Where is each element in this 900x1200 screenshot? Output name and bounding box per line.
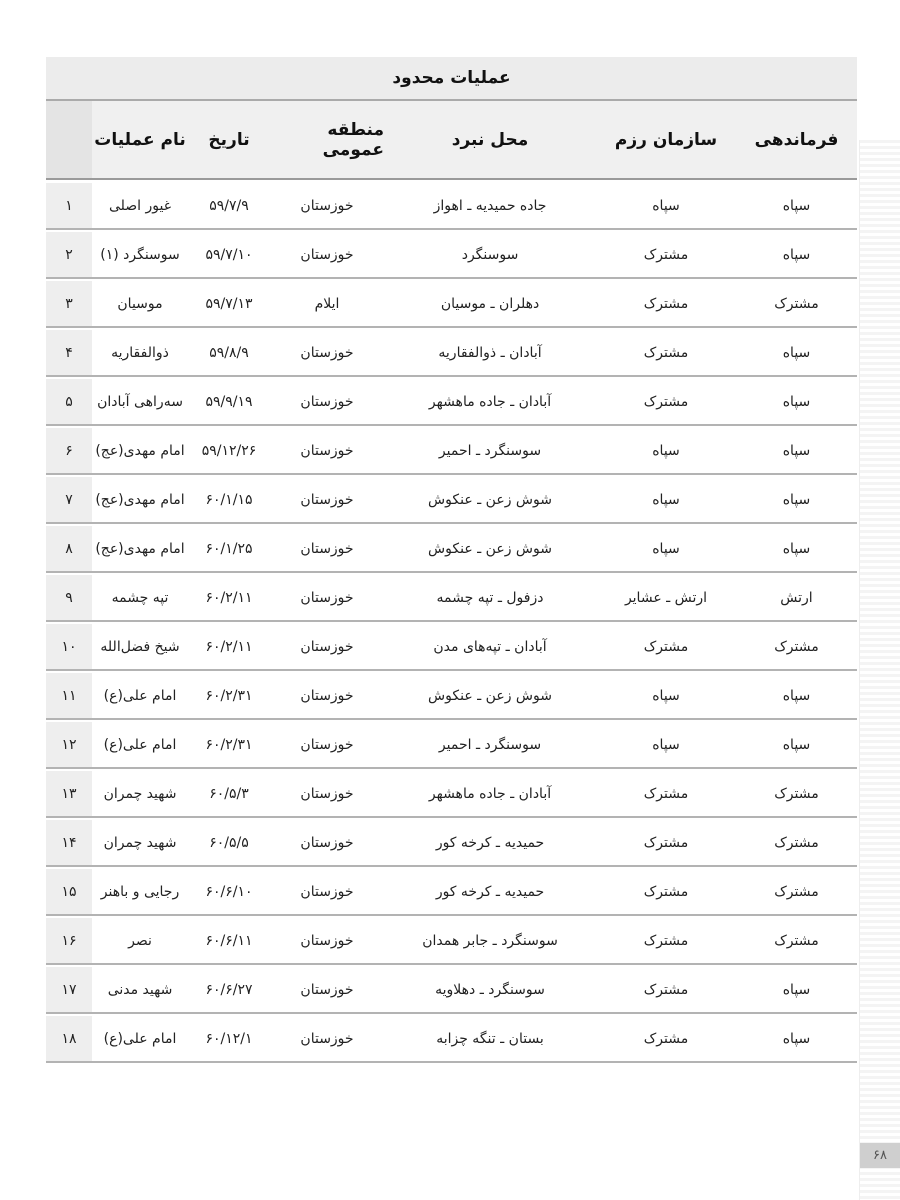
header-operation-name: نام عملیات <box>94 129 186 150</box>
operation-date-cell: ۵۹/۸/۹ <box>209 344 249 361</box>
operation-name-cell: تپه چشمه <box>111 589 169 606</box>
operation-date-cell: ۶۰/۶/۲۷ <box>205 981 253 998</box>
operation-name-cell: رجایی و باهنر <box>100 883 180 900</box>
operation-date-cell: ۵۹/۱۲/۲۶ <box>201 442 257 459</box>
command-cell: مشترک <box>774 638 819 655</box>
table-row <box>46 869 857 916</box>
operation-date-cell: ۶۰/۲/۱۱ <box>205 638 253 655</box>
operation-date-cell: ۶۰/۵/۵ <box>209 834 249 851</box>
table-row <box>46 477 857 524</box>
table-row <box>46 820 857 867</box>
row-number-cell: ۷ <box>46 477 92 522</box>
operation-name-cell: شهید چمران <box>103 785 177 802</box>
battle-location-cell: شوش زعن ـ عنکوش <box>428 687 552 704</box>
table-row <box>46 624 857 671</box>
combat-organization-cell: سپاه <box>652 736 680 753</box>
operation-region-cell: خوزستان <box>300 981 354 998</box>
row-number-cell: ۱۰ <box>46 624 92 669</box>
table-row <box>46 1016 857 1063</box>
battle-location-cell: شوش زعن ـ عنکوش <box>428 491 552 508</box>
battle-location-cell: سوسنگرد ـ جابر همدان <box>422 932 558 949</box>
command-cell: سپاه <box>782 442 811 459</box>
table-row <box>46 232 857 279</box>
row-number-cell: ۱ <box>46 183 92 228</box>
row-number-cell: ۱۸ <box>46 1016 92 1061</box>
battle-location-cell: بستان ـ تنگه چزابه <box>436 1030 544 1047</box>
operation-region-cell: خوزستان <box>300 687 354 704</box>
battle-location-cell: آبادان ـ ذوالفقاریه <box>438 344 542 361</box>
combat-organization-cell: سپاه <box>652 687 680 704</box>
battle-location-cell: شوش زعن ـ عنکوش <box>428 540 552 557</box>
battle-location-cell: جاده حمیدیه ـ اهواز <box>433 197 547 214</box>
combat-organization-cell: مشترک <box>643 932 689 949</box>
operation-date-cell: ۵۹/۷/۱۳ <box>205 295 253 312</box>
operation-date-cell: ۶۰/۱۲/۱ <box>205 1030 253 1047</box>
operation-date-cell: ۶۰/۲/۱۱ <box>205 589 253 606</box>
table-body <box>46 183 857 1063</box>
operation-name-cell: امام مهدی(عج) <box>95 442 185 459</box>
command-cell: سپاه <box>782 687 811 704</box>
operation-date-cell: ۵۹/۷/۱۰ <box>205 246 253 263</box>
operation-name-cell: امام علی(ع) <box>103 736 177 753</box>
header-command: فرماندهی <box>754 129 839 150</box>
command-cell: ارتش <box>780 589 813 606</box>
operation-region-cell: خوزستان <box>300 197 354 214</box>
operation-region-cell: خوزستان <box>300 246 354 263</box>
battle-location-cell: سوسنگرد ـ احمیر <box>438 442 542 459</box>
table-row <box>46 183 857 230</box>
operation-date-cell: ۶۰/۱/۱۵ <box>205 491 253 508</box>
command-cell: سپاه <box>782 540 811 557</box>
header-combat-organization: سازمان رزم <box>614 129 718 150</box>
row-number-cell: ۱۴ <box>46 820 92 865</box>
operation-date-cell: ۶۰/۲/۳۱ <box>205 687 253 704</box>
combat-organization-cell: مشترک <box>643 638 689 655</box>
operation-name-cell: سوسنگرد (۱) <box>100 246 180 263</box>
operations-table <box>46 57 857 1063</box>
combat-organization-cell: مشترک <box>643 344 689 361</box>
operation-region-cell: خوزستان <box>300 736 354 753</box>
operation-name-cell: شهید مدنی <box>107 981 173 998</box>
combat-organization-cell: مشترک <box>643 1030 689 1047</box>
row-number-cell: ۱۵ <box>46 869 92 914</box>
command-cell: سپاه <box>782 1030 811 1047</box>
command-cell: مشترک <box>774 932 819 949</box>
combat-organization-cell: مشترک <box>643 834 689 851</box>
table-row <box>46 379 857 426</box>
operation-date-cell: ۶۰/۶/۱۱ <box>205 932 253 949</box>
header-date: تاریخ <box>208 129 250 150</box>
operation-date-cell: ۶۰/۱/۲۵ <box>205 540 253 557</box>
table-row <box>46 428 857 475</box>
operation-region-cell: خوزستان <box>300 344 354 361</box>
battle-location-cell: دزفول ـ تپه چشمه <box>436 589 544 606</box>
command-cell: مشترک <box>774 883 819 900</box>
header-region: منطقه عمومی <box>322 119 384 160</box>
row-number-cell: ۲ <box>46 232 92 277</box>
operation-date-cell: ۶۰/۵/۳ <box>209 785 249 802</box>
operation-name-cell: نصر <box>128 932 152 949</box>
header-number <box>46 101 92 178</box>
operation-name-cell: موسیان <box>117 295 163 312</box>
combat-organization-cell: مشترک <box>643 393 689 410</box>
battle-location-cell: سوسنگرد <box>461 246 519 263</box>
row-number-cell: ۱۲ <box>46 722 92 767</box>
combat-organization-cell: سپاه <box>652 491 680 508</box>
row-number-cell: ۵ <box>46 379 92 424</box>
header-battle-location: محل نبرد <box>451 129 529 150</box>
battle-location-cell: آبادان ـ جاده ماهشهر <box>428 785 552 802</box>
row-number-cell: ۱۳ <box>46 771 92 816</box>
combat-organization-cell: مشترک <box>643 295 689 312</box>
row-number-cell: ۱۷ <box>46 967 92 1012</box>
operation-date-cell: ۵۹/۹/۱۹ <box>205 393 253 410</box>
operation-name-cell: سه‌راهی آبادان <box>97 393 183 410</box>
command-cell: مشترک <box>774 834 819 851</box>
operation-region-cell: خوزستان <box>300 834 354 851</box>
battle-location-cell: حمیدیه ـ کرخه کور <box>435 834 545 851</box>
row-number-cell: ۱۶ <box>46 918 92 963</box>
operation-region-cell: خوزستان <box>300 442 354 459</box>
command-cell: سپاه <box>782 393 811 410</box>
operation-name-cell: امام علی(ع) <box>103 687 177 704</box>
operation-name-cell: امام مهدی(عج) <box>95 540 185 557</box>
operation-region-cell: خوزستان <box>300 393 354 410</box>
operation-name-cell: شیخ فضل‌الله <box>100 638 180 655</box>
row-number-cell: ۳ <box>46 281 92 326</box>
row-number-cell: ۶ <box>46 428 92 473</box>
operation-region-cell: خوزستان <box>300 589 354 606</box>
table-row <box>46 771 857 818</box>
battle-location-cell: سوسنگرد ـ احمیر <box>438 736 542 753</box>
row-number-cell: ۹ <box>46 575 92 620</box>
operation-region-cell: خوزستان <box>300 638 354 655</box>
table-row <box>46 575 857 622</box>
operation-date-cell: ۶۰/۲/۳۱ <box>205 736 253 753</box>
combat-organization-cell: مشترک <box>643 981 689 998</box>
operation-name-cell: ذوالفقاریه <box>111 344 169 361</box>
operation-region-cell: خوزستان <box>300 491 354 508</box>
battle-location-cell: حمیدیه ـ کرخه کور <box>435 883 545 900</box>
command-cell: سپاه <box>782 981 811 998</box>
combat-organization-cell: مشترک <box>643 785 689 802</box>
operation-name-cell: امام علی(ع) <box>103 1030 177 1047</box>
combat-organization-cell: سپاه <box>652 197 680 214</box>
command-cell: مشترک <box>774 295 819 312</box>
operation-name-cell: غیور اصلی <box>108 197 172 214</box>
operation-region-cell: خوزستان <box>300 540 354 557</box>
battle-location-cell: آبادان ـ جاده ماهشهر <box>428 393 552 410</box>
operation-region-cell: ایلام <box>314 295 340 312</box>
operation-region-cell: خوزستان <box>300 785 354 802</box>
command-cell: سپاه <box>782 736 811 753</box>
command-cell: سپاه <box>782 246 811 263</box>
battle-location-cell: سوسنگرد ـ دهلاویه <box>435 981 545 998</box>
operation-name-cell: امام مهدی(عج) <box>95 491 185 508</box>
side-decorative-strip <box>859 140 900 1200</box>
table-header-row <box>46 101 857 180</box>
table-row <box>46 967 857 1014</box>
combat-organization-cell: سپاه <box>652 540 680 557</box>
command-cell: سپاه <box>782 344 811 361</box>
operation-region-cell: خوزستان <box>300 932 354 949</box>
operation-region-cell: خوزستان <box>300 883 354 900</box>
row-number-cell: ۴ <box>46 330 92 375</box>
combat-organization-cell: مشترک <box>643 246 689 263</box>
command-cell: سپاه <box>782 197 811 214</box>
table-row <box>46 330 857 377</box>
table-row <box>46 673 857 720</box>
battle-location-cell: دهلران ـ موسیان <box>440 295 540 312</box>
table-row <box>46 918 857 965</box>
command-cell: سپاه <box>782 491 811 508</box>
table-row <box>46 281 857 328</box>
table-row <box>46 722 857 769</box>
table-row <box>46 526 857 573</box>
operation-date-cell: ۵۹/۷/۹ <box>209 197 249 214</box>
operation-name-cell: شهید چمران <box>103 834 177 851</box>
operation-date-cell: ۶۰/۶/۱۰ <box>205 883 253 900</box>
table-title: عملیات محدود <box>46 57 857 101</box>
battle-location-cell: آبادان ـ تپه‌های مدن <box>433 638 547 655</box>
combat-organization-cell: ارتش ـ عشایر <box>624 589 708 606</box>
combat-organization-cell: سپاه <box>652 442 680 459</box>
command-cell: مشترک <box>774 785 819 802</box>
row-number-cell: ۱۱ <box>46 673 92 718</box>
combat-organization-cell: مشترک <box>643 883 689 900</box>
row-number-cell: ۸ <box>46 526 92 571</box>
page-number: ۶۸ <box>860 1143 900 1168</box>
operation-region-cell: خوزستان <box>300 1030 354 1047</box>
